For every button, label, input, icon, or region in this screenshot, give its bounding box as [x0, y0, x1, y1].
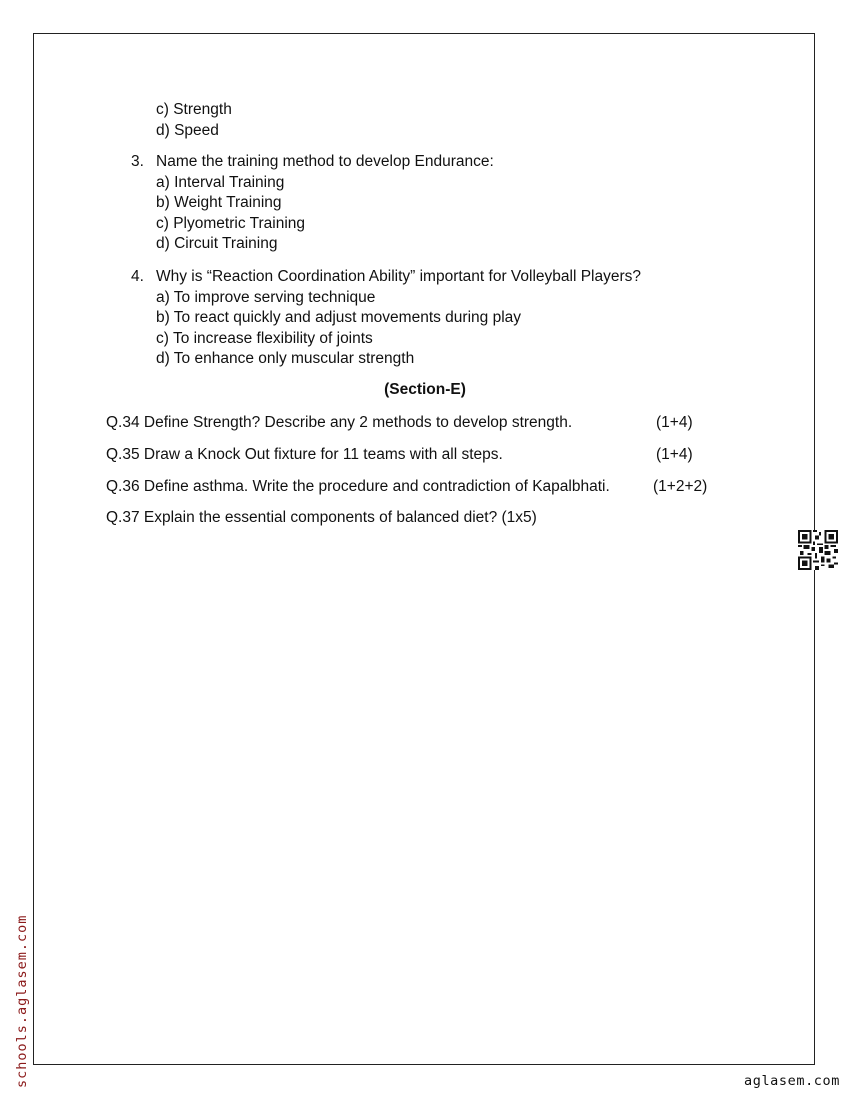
footer-watermark: aglasem.com — [743, 1073, 840, 1089]
question-36: Q.36 Define asthma. Write the procedure and contradiction of Kapalbhati. — [106, 478, 610, 495]
option-c: c) Plyometric Training — [156, 214, 306, 232]
question-35: Q.35 Draw a Knock Out fixture for 11 teams with all steps. — [106, 446, 503, 463]
question-2-tail — [156, 100, 232, 141]
option-a: a) To improve serving technique — [156, 288, 376, 306]
option-d: d) Circuit Training — [156, 235, 278, 253]
option-d: d) To enhance only muscular strength — [156, 350, 415, 368]
side-watermark: schools.aglasem.com — [14, 914, 30, 1088]
question-text: Why is “Reaction Coordination Ability” important for Volleyball Players? — [156, 268, 642, 285]
option-d: d) Speed — [156, 121, 219, 139]
question-34-marks: (1+4) — [656, 414, 693, 431]
question-3 — [131, 152, 494, 255]
option-c: c) Strength — [156, 101, 232, 118]
option-b: b) Weight Training — [156, 194, 282, 212]
question-36-marks: (1+2+2) — [653, 478, 708, 495]
section-title: (Section-E) — [384, 381, 466, 398]
question-37: Q.37 Explain the essential components of balanced diet? (1x5) — [106, 509, 537, 526]
question-34: Q.34 Define Strength? Describe any 2 methods to develop strength. — [106, 414, 573, 431]
option-a: a) Interval Training — [156, 173, 285, 191]
question-number: 4. — [131, 268, 144, 285]
qr-code-icon — [798, 530, 838, 570]
question-35-marks: (1+4) — [656, 446, 693, 463]
option-b: b) To react quickly and adjust movements during play — [156, 309, 522, 327]
question-text: Name the training method to develop Endurance: — [156, 153, 494, 170]
option-c: c) To increase flexibility of joints — [156, 329, 373, 347]
question-number: 3. — [131, 153, 144, 170]
question-4 — [131, 267, 641, 370]
